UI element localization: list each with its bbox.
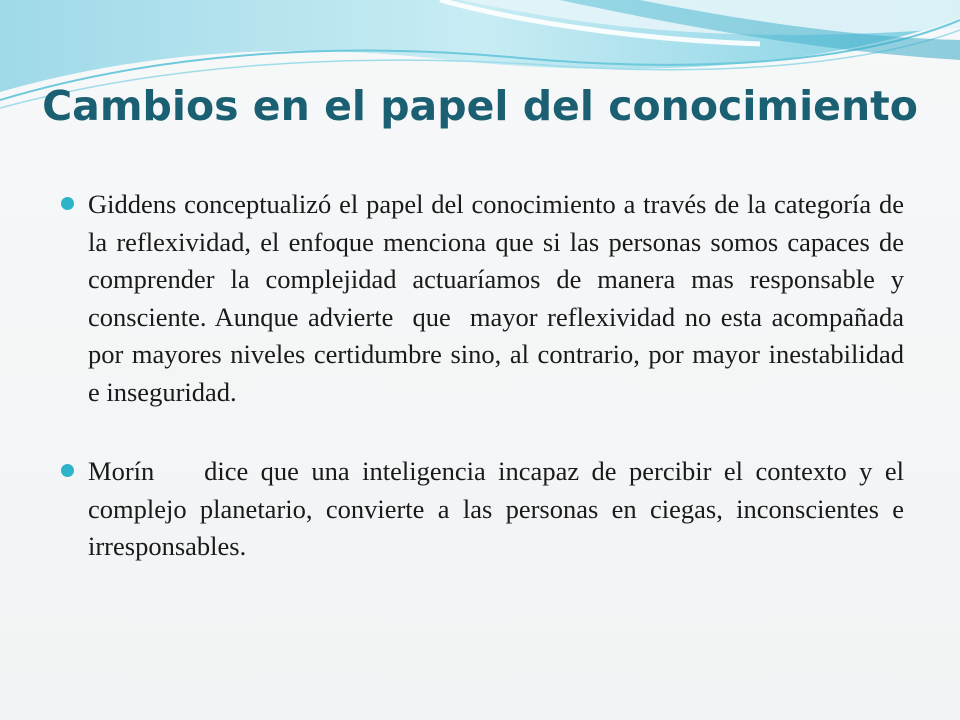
bullet-list	[58, 186, 911, 566]
bullet-text: Giddens conceptualizó el papel del conocimiento a través de la categoría de la reflexividad, el enfoque menciona que si las personas somos capaces de comprender la complejidad actuaríamos de manera mas responsable y consciente. Aunque advierte que mayor reflexividad no esta acompañada por mayores niveles certidumbre sino, al contrario, por mayor inestabilidad e inseguridad.	[88, 189, 911, 407]
bullet-item-giddens	[58, 186, 911, 411]
bullet-dot-icon	[61, 464, 74, 477]
bullet-dot-icon	[61, 197, 74, 210]
bullet-item-morin	[58, 453, 911, 566]
slide-title: Cambios en el papel del conocimiento	[42, 82, 918, 130]
bullet-text: Morín dice que una inteligencia incapaz de percibir el contexto y el complejo planetario, convierte a las personas en ciegas, inconscientes e irresponsables.	[88, 456, 911, 561]
